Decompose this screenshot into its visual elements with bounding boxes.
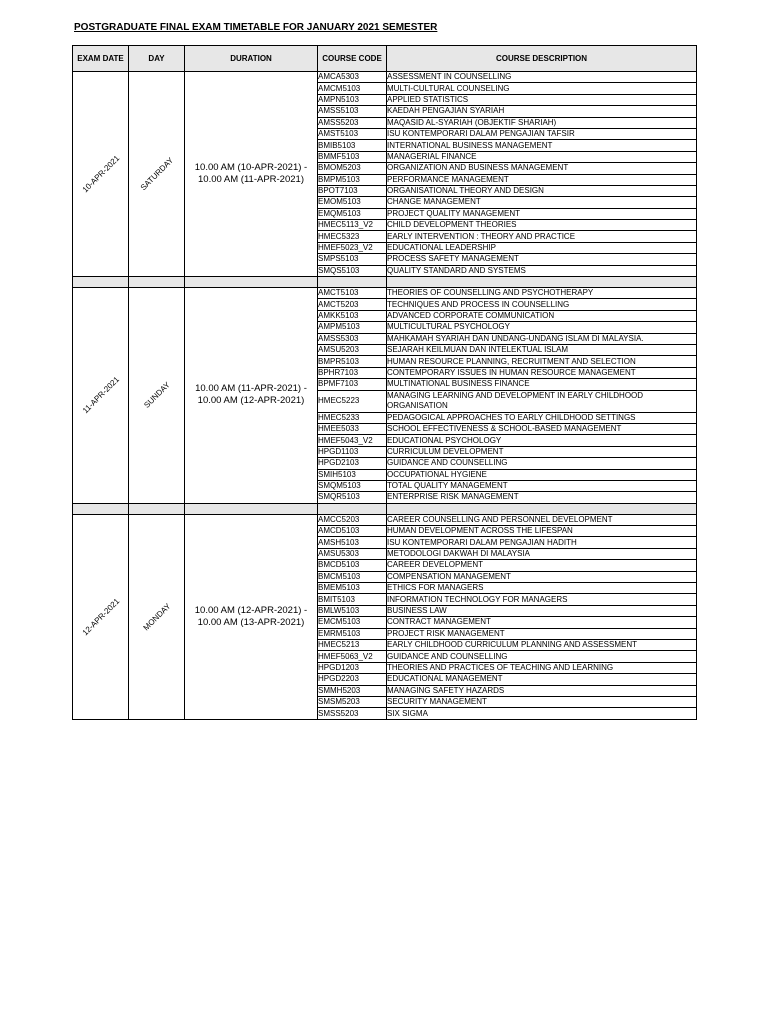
duration-start: 10.00 AM (11-APR-2021) - [195,383,307,395]
course-description: MULTINATIONAL BUSINESS FINANCE [387,379,697,390]
course-description: KAEDAH PENGAJIAN SYARIAH [387,106,697,117]
course-code: BMPM5103 [318,174,387,185]
course-description: METODOLOGI DAKWAH DI MALAYSIA [387,548,697,559]
course-code: BPOT7103 [318,185,387,196]
course-description: EARLY INTERVENTION : THEORY AND PRACTICE [387,231,697,242]
separator-cell [129,277,185,288]
day-cell [129,72,185,277]
course-code: HMEF5043_V2 [318,435,387,446]
separator-cell [387,503,697,514]
course-code: EMRM5103 [318,628,387,639]
separator-cell [129,503,185,514]
course-description: HUMAN DEVELOPMENT ACROSS THE LIFESPAN [387,526,697,537]
course-description: CHILD DEVELOPMENT THEORIES [387,220,697,231]
exam-date: 11-APR-2021 [80,375,121,416]
course-description: HUMAN RESOURCE PLANNING, RECRUITMENT AND SELECTION [387,356,697,367]
course-code: HMEC5233 [318,412,387,423]
course-code: HPGD1203 [318,662,387,673]
session-separator [73,277,697,288]
course-description: INFORMATION TECHNOLOGY FOR MANAGERS [387,594,697,605]
table-row [73,72,697,83]
separator-cell [185,277,318,288]
course-description: TECHNIQUES AND PROCESS IN COUNSELLING [387,299,697,310]
course-code: SMQR5103 [318,492,387,503]
course-description: ASSESSMENT IN COUNSELLING [387,72,697,83]
course-description: INTERNATIONAL BUSINESS MANAGEMENT [387,140,697,151]
course-description: ENTERPRISE RISK MANAGEMENT [387,492,697,503]
exam-date-cell [73,288,129,504]
course-description: MANAGING LEARNING AND DEVELOPMENT IN EARLY CHILDHOOD ORGANISATION [387,390,697,412]
course-code: HPGD2203 [318,674,387,685]
duration-cell [185,288,318,504]
course-code: SMPS5103 [318,254,387,265]
course-description: SECURITY MANAGEMENT [387,696,697,707]
course-code: AMCT5103 [318,288,387,299]
course-code: AMSS5203 [318,117,387,128]
course-code: EMOM5103 [318,197,387,208]
course-description: GUIDANCE AND COUNSELLING [387,458,697,469]
course-code: HMEC5213 [318,639,387,650]
separator-cell [387,277,697,288]
course-description: THEORIES AND PRACTICES OF TEACHING AND LEARNING [387,662,697,673]
course-description: ISU KONTEMPORARI DALAM PENGAJIAN HADITH [387,537,697,548]
course-description: MULTICULTURAL PSYCHOLOGY [387,322,697,333]
course-code: EMCM5103 [318,617,387,628]
separator-cell [185,503,318,514]
course-description: PERFORMANCE MANAGEMENT [387,174,697,185]
header-exam-date: EXAM DATE [73,46,129,72]
day-cell [129,514,185,719]
course-description: TOTAL QUALITY MANAGEMENT [387,480,697,491]
course-description: PROJECT QUALITY MANAGEMENT [387,208,697,219]
exam-timetable [72,45,697,720]
course-description: MULTI-CULTURAL COUNSELING [387,83,697,94]
duration-cell [185,514,318,719]
course-description: SEJARAH KEILMUAN DAN INTELEKTUAL ISLAM [387,344,697,355]
duration-end: 10.00 AM (11-APR-2021) [198,174,304,186]
course-code: AMSS5303 [318,333,387,344]
course-description: SCHOOL EFFECTIVENESS & SCHOOL-BASED MANAGEMENT [387,423,697,434]
course-code: BMMF5103 [318,151,387,162]
course-code: BMEM5103 [318,583,387,594]
course-description: ORGANISATIONAL THEORY AND DESIGN [387,185,697,196]
course-description: GUIDANCE AND COUNSELLING [387,651,697,662]
exam-day: SATURDAY [138,155,175,193]
course-code: AMKK5103 [318,310,387,321]
course-code: AMCT5203 [318,299,387,310]
course-description: BUSINESS LAW [387,605,697,616]
course-code: AMCM5103 [318,83,387,94]
course-description: MANAGING SAFETY HAZARDS [387,685,697,696]
duration-start: 10.00 AM (12-APR-2021) - [194,604,308,616]
course-description: EARLY CHILDHOOD CURRICULUM PLANNING AND ASSESSMENT [387,639,697,650]
course-description: CAREER DEVELOPMENT [387,560,697,571]
course-code: AMCA5303 [318,72,387,83]
course-description: CONTEMPORARY ISSUES IN HUMAN RESOURCE MANAGEMENT [387,367,697,378]
header-day: DAY [129,46,185,72]
course-description: CAREER COUNSELLING AND PERSONNEL DEVELOPMENT [387,514,697,525]
course-description: ISU KONTEMPORARI DALAM PENGAJIAN TAFSIR [387,128,697,139]
course-code: EMQM5103 [318,208,387,219]
course-code: BMIB5103 [318,140,387,151]
separator-cell [73,503,129,514]
course-code: AMCD5103 [318,526,387,537]
course-code: SMSS5203 [318,708,387,719]
course-description: PROJECT RISK MANAGEMENT [387,628,697,639]
course-description: APPLIED STATISTICS [387,94,697,105]
course-code: AMST5103 [318,128,387,139]
course-description: OCCUPATIONAL HYGIENE [387,469,697,480]
course-description: MAQASID AL-SYARIAH (OBJEKTIF SHARIAH) [387,117,697,128]
course-description: EDUCATIONAL MANAGEMENT [387,674,697,685]
course-code: AMSS5103 [318,106,387,117]
course-code: HMEC5113_V2 [318,220,387,231]
course-code: SMSM5203 [318,696,387,707]
course-code: HMEF5023_V2 [318,242,387,253]
separator-cell [318,503,387,514]
duration-cell [185,72,318,277]
exam-day: MONDAY [141,601,172,633]
duration-start: 10.00 AM (10-APR-2021) - [194,162,308,174]
course-description: ADVANCED CORPORATE COMMUNICATION [387,310,697,321]
course-description: CONTRACT MANAGEMENT [387,617,697,628]
separator-cell [73,277,129,288]
course-description: COMPENSATION MANAGEMENT [387,571,697,582]
course-description: QUALITY STANDARD AND SYSTEMS [387,265,697,276]
course-description: SIX SIGMA [387,708,697,719]
course-description: PEDAGOGICAL APPROACHES TO EARLY CHILDHOOD SETTINGS [387,412,697,423]
course-description: PROCESS SAFETY MANAGEMENT [387,254,697,265]
table-row [73,514,697,525]
course-code: BMCD5103 [318,560,387,571]
exam-date: 12-APR-2021 [80,596,121,638]
course-code: BPMF7103 [318,379,387,390]
course-code: SMQS5103 [318,265,387,276]
course-code: AMSU5303 [318,548,387,559]
session-separator [73,503,697,514]
header-row [73,46,697,72]
table-row [73,288,697,299]
header-course-code: COURSE CODE [318,46,387,72]
course-code: SMIH5103 [318,469,387,480]
exam-date-cell [73,514,129,719]
course-code: HMEC5323 [318,231,387,242]
separator-cell [318,277,387,288]
day-cell [129,288,185,504]
duration-end: 10.00 AM (12-APR-2021) [197,395,305,407]
course-description: CURRICULUM DEVELOPMENT [387,446,697,457]
duration-end: 10.00 AM (13-APR-2021) [197,616,305,628]
course-code: BPHR7103 [318,367,387,378]
course-description: CHANGE MANAGEMENT [387,197,697,208]
course-code: HPGD1103 [318,446,387,457]
header-course-description: COURSE DESCRIPTION [387,46,697,72]
course-code: AMSH5103 [318,537,387,548]
course-code: BMIT5103 [318,594,387,605]
course-code: BMLW5103 [318,605,387,616]
course-description: EDUCATIONAL LEADERSHIP [387,242,697,253]
course-code: HPGD2103 [318,458,387,469]
course-code: HMEE5033 [318,423,387,434]
course-code: SMMH5203 [318,685,387,696]
course-code: HMEC5223 [318,390,387,412]
course-code: BMPR5103 [318,356,387,367]
exam-day: SUNDAY [141,380,172,411]
course-description: EDUCATIONAL PSYCHOLOGY [387,435,697,446]
course-description: MANAGERIAL FINANCE [387,151,697,162]
course-code: AMCC5203 [318,514,387,525]
timetable-body [73,72,697,720]
course-code: AMPM5103 [318,322,387,333]
course-code: AMPN5103 [318,94,387,105]
course-description: THEORIES OF COUNSELLING AND PSYCHOTHERAPY [387,288,697,299]
course-code: HMEF5063_V2 [318,651,387,662]
header-duration: DURATION [185,46,318,72]
course-code: BMCM5103 [318,571,387,582]
exam-date-cell [73,72,129,277]
course-code: AMSU5203 [318,344,387,355]
page-title: POSTGRADUATE FINAL EXAM TIMETABLE FOR JANUARY 2021 SEMESTER [74,22,438,33]
exam-date: 10-APR-2021 [80,153,121,195]
course-code: SMQM5103 [318,480,387,491]
course-code: BMOM5203 [318,163,387,174]
course-description: MAHKAMAH SYARIAH DAN UNDANG-UNDANG ISLAM DI MALAYSIA. [387,333,697,344]
course-description: ORGANIZATION AND BUSINESS MANAGEMENT [387,163,697,174]
course-description: ETHICS FOR MANAGERS [387,583,697,594]
